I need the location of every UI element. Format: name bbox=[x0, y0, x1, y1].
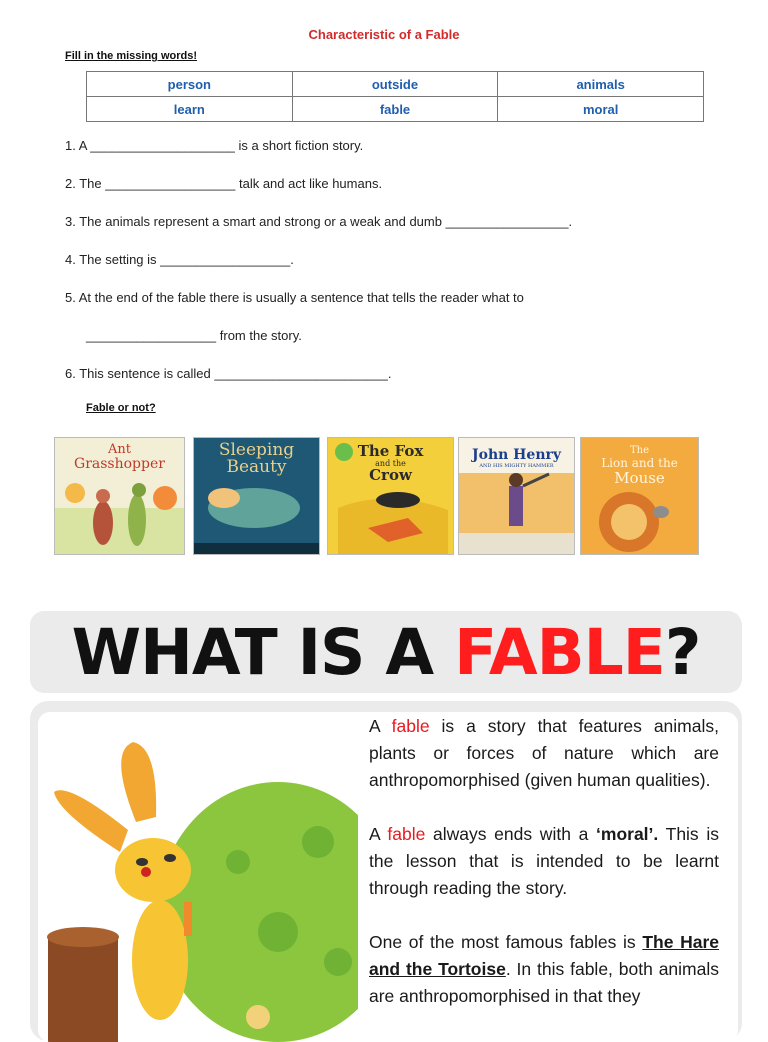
moral-term: ‘moral’. bbox=[596, 824, 659, 844]
question-3: 3. The animals represent a smart and strong or a weak and dumb _________________. bbox=[65, 214, 573, 229]
word-bank-cell: outside bbox=[292, 72, 498, 97]
heading-question-mark: ? bbox=[664, 616, 701, 689]
highlight-fable: fable bbox=[387, 824, 426, 844]
worksheet-title: Characteristic of a Fable bbox=[308, 27, 460, 42]
text-span: A bbox=[369, 824, 388, 844]
word-bank-cell: fable bbox=[292, 97, 498, 122]
book-title: John Henry bbox=[471, 447, 562, 463]
book-cover-sleeping-beauty bbox=[193, 437, 320, 555]
text-span: is a story that features animals, plants or forces of nature which are anthropomorphised (given human qualities). bbox=[369, 716, 719, 790]
question-5-continued: __________________ from the story. bbox=[86, 328, 302, 343]
rabbit-illustration bbox=[38, 712, 358, 1042]
book-title: Ant bbox=[108, 442, 131, 457]
book-title: Lion and the bbox=[601, 456, 678, 470]
book-cover-fox-and-crow bbox=[327, 437, 454, 555]
book-title: Beauty bbox=[226, 457, 287, 477]
word-bank-cell: learn bbox=[87, 97, 293, 122]
book-title: The Fox bbox=[357, 442, 424, 460]
text-span: This is the lesson that is intended to be learnt through reading the story. bbox=[369, 824, 719, 898]
book-cover-john-henry bbox=[458, 437, 575, 555]
word-bank-cell: moral bbox=[498, 97, 704, 122]
question-1: 1. A ____________________ is a short fiction story. bbox=[65, 138, 364, 153]
book-title: Grasshopper bbox=[74, 456, 165, 472]
word-bank-cell: animals bbox=[498, 72, 704, 97]
paragraph-moral bbox=[369, 821, 719, 902]
heading-fable-word: FABLE bbox=[454, 616, 665, 689]
book-title: Sleeping bbox=[218, 440, 295, 460]
fable-or-not-heading: Fable or not? bbox=[86, 402, 156, 414]
text-span: . In this fable, both animals are anthropomorphised in that they bbox=[369, 959, 719, 1006]
book-title: The bbox=[629, 445, 650, 456]
text-span: One of the most famous fables is bbox=[369, 932, 643, 952]
poster-text-column bbox=[369, 713, 719, 1037]
word-bank-table bbox=[86, 71, 704, 122]
paragraph-definition bbox=[369, 713, 719, 794]
word-bank-cell: person bbox=[87, 72, 293, 97]
example-title: The Hare and the Tortoise bbox=[369, 932, 720, 979]
question-5: 5. At the end of the fable there is usually a sentence that tells the reader what to bbox=[65, 290, 524, 305]
worksheet-instruction: Fill in the missing words! bbox=[65, 50, 198, 62]
question-2: 2. The __________________ talk and act like humans. bbox=[65, 176, 383, 191]
book-title: Mouse bbox=[614, 469, 665, 487]
book-title: and the bbox=[375, 459, 406, 468]
text-span: always ends with a bbox=[425, 824, 597, 844]
book-title: Crow bbox=[369, 466, 412, 484]
poster-heading bbox=[30, 617, 742, 689]
heading-text: WHAT IS A bbox=[71, 616, 455, 689]
poster-heading-banner bbox=[30, 611, 742, 693]
highlight-fable: fable bbox=[391, 716, 430, 736]
book-cover-ant-grasshopper bbox=[54, 437, 185, 555]
text-span: A bbox=[369, 716, 392, 736]
book-cover-lion-and-mouse bbox=[580, 437, 699, 555]
paragraph-example bbox=[369, 929, 719, 1010]
book-title: AND HIS MIGHTY HAMMER bbox=[479, 463, 554, 469]
question-6: 6. This sentence is called ________________________. bbox=[65, 366, 392, 381]
question-4: 4. The setting is __________________. bbox=[65, 252, 294, 267]
